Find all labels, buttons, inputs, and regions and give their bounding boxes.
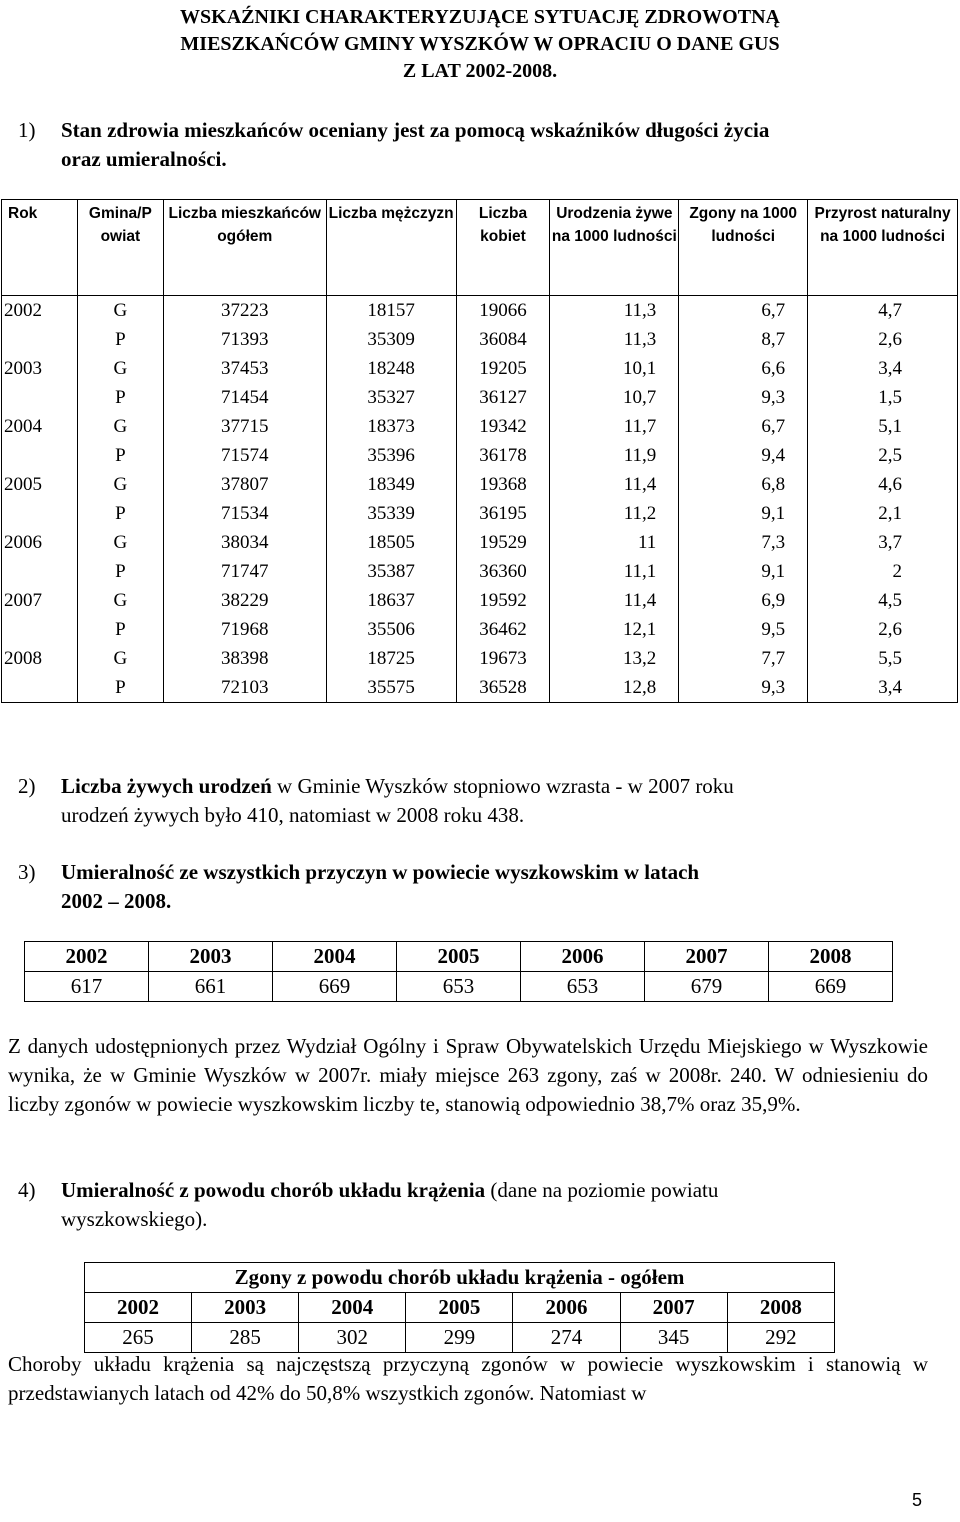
table-cell: 36360 bbox=[456, 557, 550, 586]
year-cell: 2007 bbox=[645, 942, 769, 972]
section-2 bbox=[18, 772, 930, 830]
table-cell: G bbox=[77, 586, 163, 615]
section-2-number: 2) bbox=[18, 774, 36, 798]
section-1-number: 1) bbox=[18, 118, 36, 142]
section-3-line-1: Umieralność ze wszystkich przyczyn w powiecie wyszkowskim w latach bbox=[61, 860, 700, 884]
header-zgony: Zgony na 1000 ludności bbox=[679, 200, 808, 296]
year-cell: 2002 bbox=[85, 1293, 192, 1323]
section-1-text-line-2: oraz umieralności. bbox=[61, 147, 227, 171]
section-3-line-2: 2002 – 2008. bbox=[61, 889, 172, 913]
table-body bbox=[2, 296, 958, 703]
table-cell: 71968 bbox=[163, 615, 326, 644]
table-cell: 71534 bbox=[163, 499, 326, 528]
header-przyrost: Przyrost naturalny na 1000 ludności bbox=[808, 200, 958, 296]
year-cell: 2006 bbox=[521, 942, 645, 972]
table-cell: 2 bbox=[808, 557, 958, 586]
table-cell: 18349 bbox=[326, 470, 456, 499]
table-cell: 7,3 bbox=[679, 528, 808, 557]
table-row bbox=[2, 586, 958, 615]
paragraph-gmina-deaths: Z danych udostępnionych przez Wydział Ogólny i Spraw Obywatelskich Urzędu Miejskiego w Wyszkowie wynika, że w Gminie Wyszków w 2007r. miały miejsce 263 zgony, zaś w 2008r. 240. W odniesieniu do liczby zgonów w powiecie wyszkowskim liczby te, stanowią odpowiednio 38,7% oraz 35,9%. bbox=[8, 1034, 928, 1116]
table-cell: G bbox=[77, 644, 163, 673]
table-cell: 71747 bbox=[163, 557, 326, 586]
table-cell: 19205 bbox=[456, 354, 550, 383]
table-cell: 37807 bbox=[163, 470, 326, 499]
section-3-heading bbox=[18, 858, 930, 916]
table-cell: 12,8 bbox=[550, 673, 679, 703]
mortality-years-row bbox=[25, 942, 893, 972]
table-cell: G bbox=[77, 412, 163, 441]
header-liczba-mezczyzn: Liczba mężczyzn bbox=[326, 200, 456, 296]
header-liczba-mieszkancow: Liczba mieszkańców ogółem bbox=[163, 200, 326, 296]
section-1-text-line-1: Stan zdrowia mieszkańców oceniany jest za pomocą wskaźników długości życia bbox=[61, 118, 770, 142]
section-2-bold: Liczba żywych urodzeń bbox=[61, 774, 272, 798]
table-cell bbox=[2, 383, 78, 412]
table-cell: 37715 bbox=[163, 412, 326, 441]
table-cell: 2,6 bbox=[808, 325, 958, 354]
table-cell: 72103 bbox=[163, 673, 326, 703]
header-liczba-kobiet: Liczba kobiet bbox=[456, 200, 550, 296]
section-4-line-2: wyszkowskiego). bbox=[61, 1207, 208, 1231]
table-cell: 38398 bbox=[163, 644, 326, 673]
table-cell: 2,5 bbox=[808, 441, 958, 470]
section-4-rest: (dane na poziomie powiatu bbox=[485, 1178, 719, 1202]
circulatory-deaths-table bbox=[84, 1262, 835, 1353]
table-cell: 35387 bbox=[326, 557, 456, 586]
circulatory-caption-row bbox=[85, 1263, 835, 1293]
value-cell: 292 bbox=[727, 1323, 834, 1353]
table-cell: 2008 bbox=[2, 644, 78, 673]
table-cell: 10,1 bbox=[550, 354, 679, 383]
table-cell: 9,4 bbox=[679, 441, 808, 470]
table-cell: 36462 bbox=[456, 615, 550, 644]
table-cell: 36195 bbox=[456, 499, 550, 528]
table-cell: 6,7 bbox=[679, 296, 808, 326]
table-cell: G bbox=[77, 470, 163, 499]
table-cell: 18157 bbox=[326, 296, 456, 326]
value-cell: 265 bbox=[85, 1323, 192, 1353]
table-row bbox=[2, 412, 958, 441]
value-cell: 274 bbox=[513, 1323, 620, 1353]
value-cell: 661 bbox=[149, 972, 273, 1002]
section-4-number: 4) bbox=[18, 1178, 36, 1202]
table-cell: 11,4 bbox=[550, 586, 679, 615]
table-row bbox=[2, 673, 958, 703]
table-cell bbox=[2, 325, 78, 354]
table-cell bbox=[2, 615, 78, 644]
table-cell: 3,4 bbox=[808, 673, 958, 703]
table-cell: 11,7 bbox=[550, 412, 679, 441]
header-urodzenia: Urodzenia żywe na 1000 ludności bbox=[550, 200, 679, 296]
table-cell: 35396 bbox=[326, 441, 456, 470]
table-cell: 11,3 bbox=[550, 325, 679, 354]
year-cell: 2003 bbox=[149, 942, 273, 972]
table-row bbox=[2, 615, 958, 644]
year-cell: 2003 bbox=[192, 1293, 299, 1323]
value-cell: 617 bbox=[25, 972, 149, 1002]
table-cell: 11,3 bbox=[550, 296, 679, 326]
table-cell: 18248 bbox=[326, 354, 456, 383]
table-cell: 2006 bbox=[2, 528, 78, 557]
table-cell: 36178 bbox=[456, 441, 550, 470]
table-cell: 5,1 bbox=[808, 412, 958, 441]
section-4 bbox=[18, 1176, 930, 1234]
table-cell: P bbox=[77, 441, 163, 470]
header-rok: Rok bbox=[2, 200, 78, 296]
table-cell: 2005 bbox=[2, 470, 78, 499]
value-cell: 285 bbox=[192, 1323, 299, 1353]
circulatory-years-row bbox=[85, 1293, 835, 1323]
year-cell: 2005 bbox=[397, 942, 521, 972]
table-cell: 9,3 bbox=[679, 383, 808, 412]
year-cell: 2007 bbox=[620, 1293, 727, 1323]
year-cell: 2008 bbox=[727, 1293, 834, 1323]
table-cell: 3,7 bbox=[808, 528, 958, 557]
year-cell: 2004 bbox=[299, 1293, 406, 1323]
table-cell: 4,5 bbox=[808, 586, 958, 615]
table-cell: 18725 bbox=[326, 644, 456, 673]
value-cell: 679 bbox=[645, 972, 769, 1002]
table-cell: 9,5 bbox=[679, 615, 808, 644]
table-cell: 9,1 bbox=[679, 557, 808, 586]
value-cell: 653 bbox=[521, 972, 645, 1002]
table-cell: 7,7 bbox=[679, 644, 808, 673]
table-cell: P bbox=[77, 499, 163, 528]
title-line-3: Z LAT 2002-2008. bbox=[402, 60, 558, 82]
table-cell: 19529 bbox=[456, 528, 550, 557]
table-row bbox=[2, 441, 958, 470]
table-cell: G bbox=[77, 354, 163, 383]
table-cell: P bbox=[77, 673, 163, 703]
table-row bbox=[2, 528, 958, 557]
year-cell: 2008 bbox=[769, 942, 893, 972]
page-number: 5 bbox=[912, 1490, 923, 1510]
table-cell: 1,5 bbox=[808, 383, 958, 412]
table-cell: 2003 bbox=[2, 354, 78, 383]
value-cell: 669 bbox=[273, 972, 397, 1002]
title-line-2: MIESZKAŃCÓW GMINY WYSZKÓW W OPRACIU O DANE GUS bbox=[180, 33, 780, 55]
table-cell: 38034 bbox=[163, 528, 326, 557]
table-cell: 35575 bbox=[326, 673, 456, 703]
table-cell: 11,1 bbox=[550, 557, 679, 586]
table-cell: 38229 bbox=[163, 586, 326, 615]
year-cell: 2006 bbox=[513, 1293, 620, 1323]
table-cell: G bbox=[77, 528, 163, 557]
section-3-number: 3) bbox=[18, 860, 36, 884]
table-cell: 19592 bbox=[456, 586, 550, 615]
table-cell: 36084 bbox=[456, 325, 550, 354]
table-cell: 19066 bbox=[456, 296, 550, 326]
table-cell: 2,1 bbox=[808, 499, 958, 528]
table-cell: 35506 bbox=[326, 615, 456, 644]
value-cell: 653 bbox=[397, 972, 521, 1002]
circulatory-caption: Zgony z powodu chorób układu krążenia - ogółem bbox=[85, 1263, 835, 1293]
table-cell: 6,8 bbox=[679, 470, 808, 499]
table-cell: P bbox=[77, 325, 163, 354]
document-title bbox=[0, 4, 960, 85]
table-cell: P bbox=[77, 383, 163, 412]
table-cell: 10,7 bbox=[550, 383, 679, 412]
table-cell: 18637 bbox=[326, 586, 456, 615]
table-cell: 6,9 bbox=[679, 586, 808, 615]
table-cell: 2004 bbox=[2, 412, 78, 441]
table-cell: G bbox=[77, 296, 163, 326]
mortality-table bbox=[24, 941, 893, 1002]
value-cell: 345 bbox=[620, 1323, 727, 1353]
table-cell: 12,1 bbox=[550, 615, 679, 644]
value-cell: 669 bbox=[769, 972, 893, 1002]
table-cell: P bbox=[77, 615, 163, 644]
table-cell: 9,1 bbox=[679, 499, 808, 528]
table-cell: 11 bbox=[550, 528, 679, 557]
value-cell: 299 bbox=[406, 1323, 513, 1353]
table-cell bbox=[2, 441, 78, 470]
table-row bbox=[2, 557, 958, 586]
table-row bbox=[2, 325, 958, 354]
table-cell: 18505 bbox=[326, 528, 456, 557]
table-cell bbox=[2, 673, 78, 703]
table-cell: 36127 bbox=[456, 383, 550, 412]
table-cell: 6,7 bbox=[679, 412, 808, 441]
table-cell: 2002 bbox=[2, 296, 78, 326]
table-row bbox=[2, 383, 958, 412]
table-row bbox=[2, 296, 958, 326]
table-cell: 2007 bbox=[2, 586, 78, 615]
table-cell: 11,9 bbox=[550, 441, 679, 470]
table-row bbox=[2, 644, 958, 673]
table-cell: 6,6 bbox=[679, 354, 808, 383]
table-cell: 4,7 bbox=[808, 296, 958, 326]
table-cell: 19342 bbox=[456, 412, 550, 441]
table-cell: 35309 bbox=[326, 325, 456, 354]
table-cell: 35327 bbox=[326, 383, 456, 412]
table-cell: 37453 bbox=[163, 354, 326, 383]
table-row bbox=[2, 470, 958, 499]
circulatory-values-row bbox=[85, 1323, 835, 1353]
paragraph-circulatory: Choroby układu krążenia są najczęstszą przyczyną zgonów w powiecie wyszkowskim i stanowią w przedstawianych latach od 42% do 50,8% wszystkich zgonów. Natomiast w bbox=[8, 1352, 928, 1405]
table-cell: 19673 bbox=[456, 644, 550, 673]
table-cell bbox=[2, 499, 78, 528]
table-cell: 18373 bbox=[326, 412, 456, 441]
mortality-values-row bbox=[25, 972, 893, 1002]
value-cell: 302 bbox=[299, 1323, 406, 1353]
year-cell: 2002 bbox=[25, 942, 149, 972]
section-2-line-2: urodzeń żywych było 410, natomiast w 2008 roku 438. bbox=[61, 803, 525, 827]
population-indicators-table bbox=[1, 199, 958, 703]
table-cell: 71393 bbox=[163, 325, 326, 354]
header-gmina-powiat: Gmina/P owiat bbox=[77, 200, 163, 296]
table-cell: 13,2 bbox=[550, 644, 679, 673]
section-1-heading bbox=[18, 116, 938, 174]
table-cell: 9,3 bbox=[679, 673, 808, 703]
table-cell: 11,2 bbox=[550, 499, 679, 528]
year-cell: 2005 bbox=[406, 1293, 513, 1323]
table-row bbox=[2, 499, 958, 528]
table-cell: 4,6 bbox=[808, 470, 958, 499]
table-cell: 36528 bbox=[456, 673, 550, 703]
year-cell: 2004 bbox=[273, 942, 397, 972]
table-cell: 35339 bbox=[326, 499, 456, 528]
table-header-row bbox=[2, 200, 958, 296]
section-2-rest: w Gminie Wyszków stopniowo wzrasta - w 2007 roku bbox=[271, 774, 734, 798]
table-cell: 11,4 bbox=[550, 470, 679, 499]
table-cell: 71454 bbox=[163, 383, 326, 412]
table-row bbox=[2, 354, 958, 383]
table-cell: 3,4 bbox=[808, 354, 958, 383]
table-cell bbox=[2, 557, 78, 586]
table-cell: 37223 bbox=[163, 296, 326, 326]
table-cell: P bbox=[77, 557, 163, 586]
table-cell: 8,7 bbox=[679, 325, 808, 354]
table-cell: 71574 bbox=[163, 441, 326, 470]
title-line-1: WSKAŹNIKI CHARAKTERYZUJĄCE SYTUACJĘ ZDROWOTNĄ bbox=[180, 6, 780, 28]
section-4-bold: Umieralność z powodu chorób układu krążenia bbox=[61, 1178, 486, 1202]
table-cell: 19368 bbox=[456, 470, 550, 499]
table-cell: 2,6 bbox=[808, 615, 958, 644]
table-cell: 5,5 bbox=[808, 644, 958, 673]
